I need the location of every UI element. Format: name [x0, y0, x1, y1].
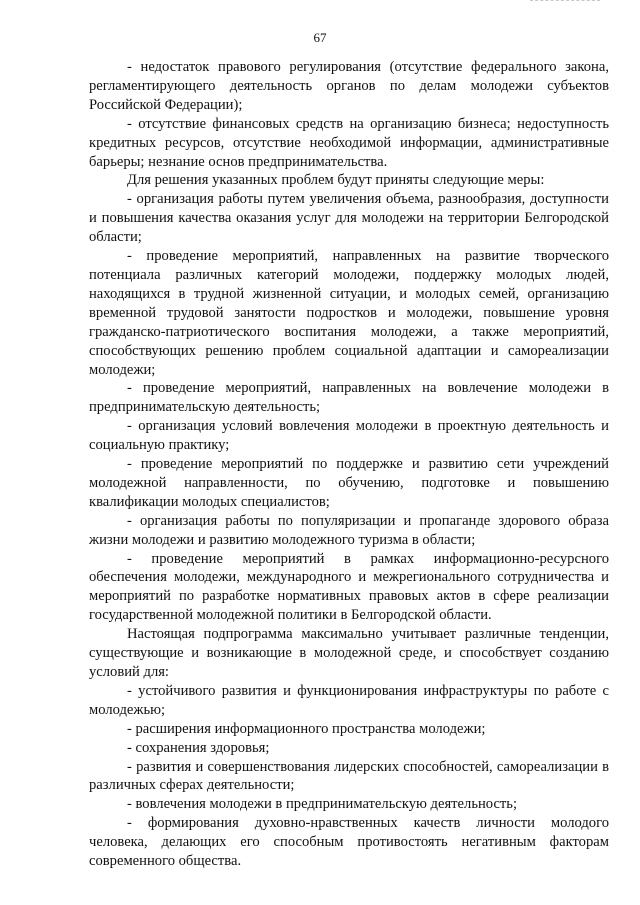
document-body [89, 58, 609, 871]
paragraph: - организация условий вовлечения молодежи в проектную деятельность и социальную практику; [89, 418, 609, 454]
paragraph: Для решения указанных проблем будут приняты следующие меры: [127, 172, 545, 189]
paragraph: - проведение мероприятий, направленных на развитие творческого потенциала различных категорий молодежи, поддержку молодых людей, находящихся в трудной жизненной ситуации, и молодых семей, организацию временной трудовой занятости подростков и молодежи, повышение уровня гражданско-патриотического воспитания молодежи, а также мероприятий, способствующих решению проблем социальной адаптации и самореализации молодежи; [89, 248, 609, 378]
paragraph: - проведение мероприятий по поддержке и развитию сети учреждений молодежной направленности, по обучению, подготовке и повышению квалификации молодых специалистов; [89, 456, 609, 510]
paragraph: - формирования духовно-нравственных качеств личности молодого человека, делающих его способным противостоять негативным факторам современного общества. [89, 815, 609, 870]
paragraph: - организация работы путем увеличения объема, разнообразия, доступности и повышения качества оказания услуг для молодежи на территории Белгородской области; [89, 191, 609, 246]
paragraph: - устойчивого развития и функционирования инфраструктуры по работе с молодежью; [89, 682, 609, 718]
paragraph: - расширения информационного пространства молодежи; [127, 720, 486, 737]
paragraph: - проведение мероприятий в рамках информационно-ресурсного обеспечения молодежи, международного и межрегионального сотрудничества и мероприятий по разработке нормативных правовых актов в сфере реализации государственной молодежной политики в Белгородской области. [89, 550, 609, 624]
page-number: 67 [313, 30, 327, 45]
paragraph: - сохранения здоровья; [127, 739, 270, 756]
paragraph: - проведение мероприятий, направленных на вовлечение молодежи в предпринимательскую деятельность; [89, 380, 609, 416]
paragraph: - развития и совершенствования лидерских способностей, самореализации в различных сферах деятельности; [89, 758, 609, 794]
paragraph: - организация работы по популяризации и пропаганде здорового образа жизни молодежи и развитию молодежного туризма в области; [89, 512, 609, 548]
paragraph: Настоящая подпрограмма максимально учитывает различные тенденции, существующие и возникающие в молодежной среде, и способствует созданию условий для: [89, 626, 609, 680]
paragraph: - недостаток правового регулирования (отсутствие федерального закона, регламентирующего деятельность органов по делам молодежи субъектов Российской Федерации); [89, 59, 609, 113]
paragraph: - вовлечения молодежи в предпринимательскую деятельность; [127, 796, 518, 813]
scan-edge-mark [530, 0, 600, 5]
paragraph: - отсутствие финансовых средств на организацию бизнеса; недоступность кредитных ресурсов, отсутствие необходимой информации, административные барьеры; незнание основ предпринимательства. [89, 115, 609, 170]
